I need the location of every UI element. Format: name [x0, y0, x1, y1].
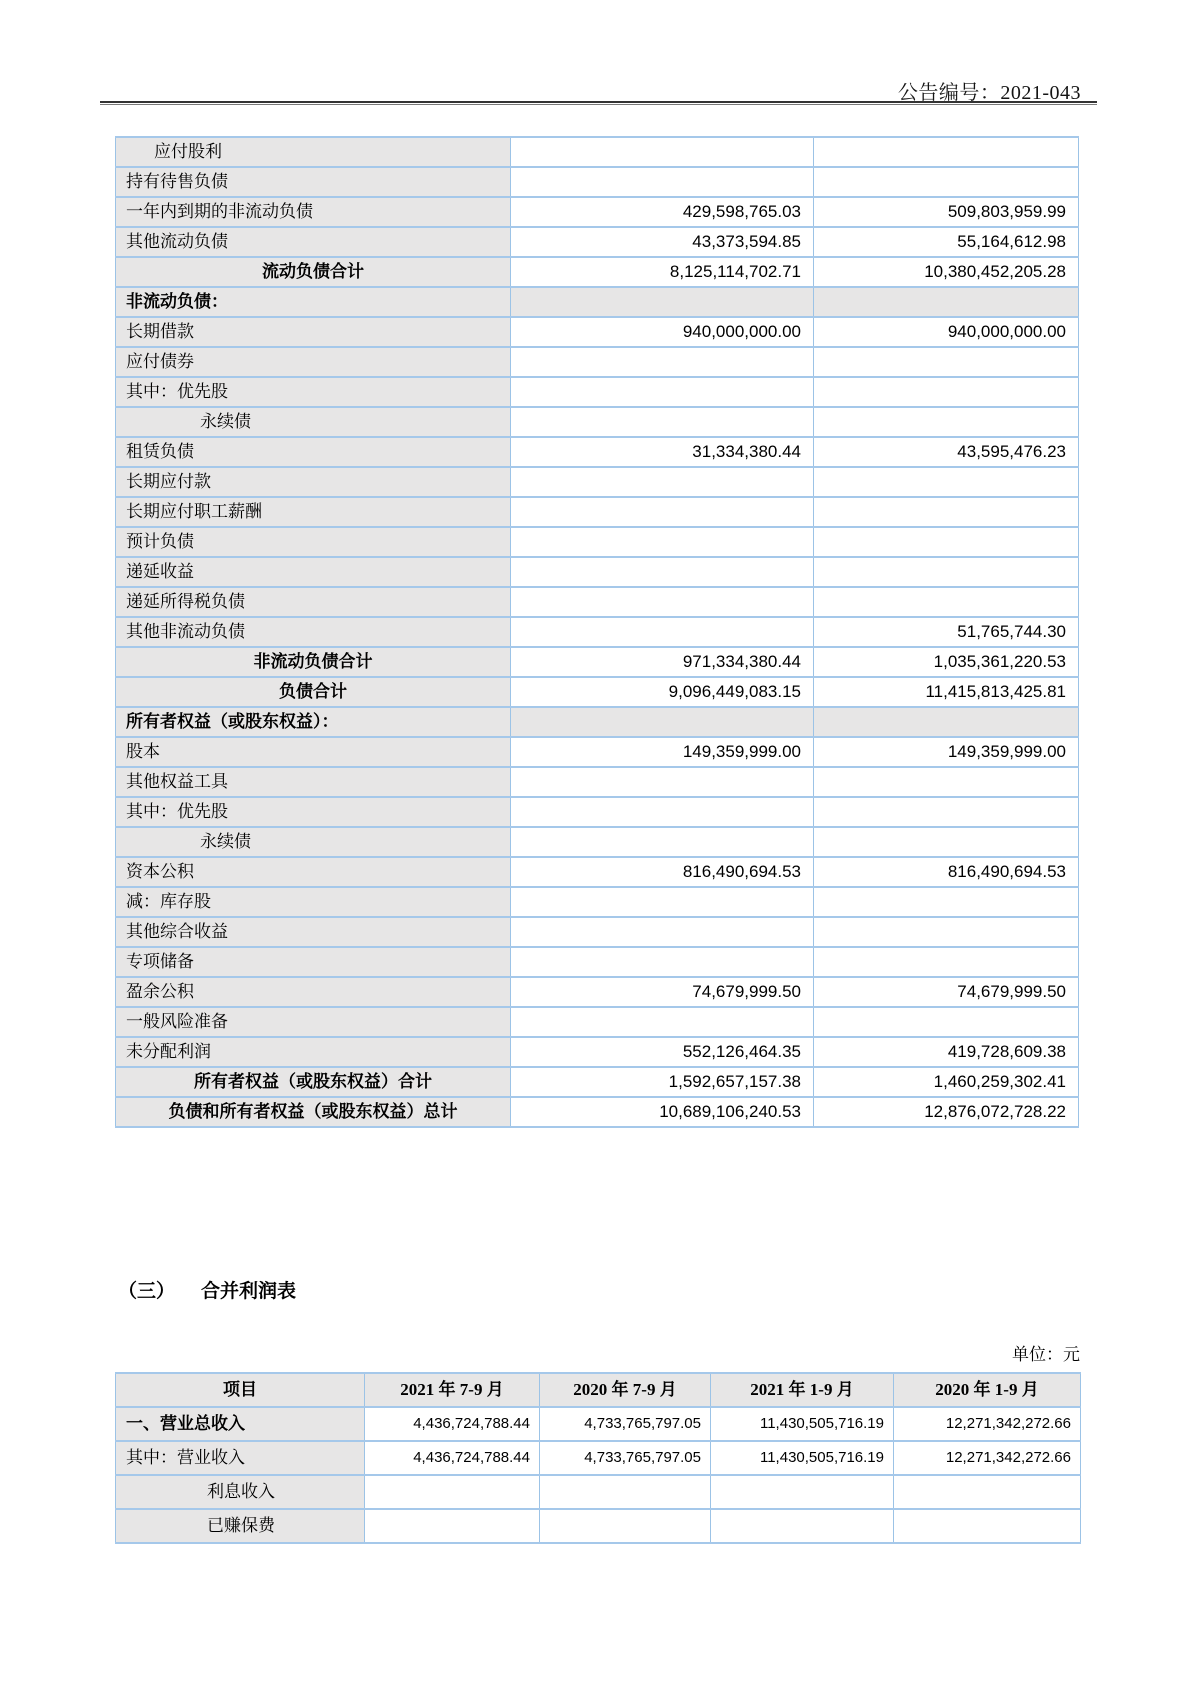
- row-label: 租赁负债: [116, 437, 511, 467]
- table-row: [116, 767, 1079, 797]
- row-label: 其他综合收益: [116, 917, 511, 947]
- row-value: 4,436,724,788.44: [365, 1407, 540, 1441]
- table-row: [116, 587, 1079, 617]
- row-label: 专项储备: [116, 947, 511, 977]
- row-value-current: 74,679,999.50: [511, 977, 814, 1007]
- row-value: [365, 1509, 540, 1543]
- row-label: 减：库存股: [116, 887, 511, 917]
- row-value-previous: 43,595,476.23: [814, 437, 1079, 467]
- row-value: 4,733,765,797.05: [540, 1441, 711, 1475]
- table-row: [116, 1441, 1081, 1475]
- row-label: 其中：优先股: [116, 797, 511, 827]
- row-label: 应付债券: [116, 347, 511, 377]
- table-row: [116, 737, 1079, 767]
- row-label: 递延收益: [116, 557, 511, 587]
- row-value-previous: [814, 587, 1079, 617]
- table-section-row: [116, 707, 1079, 737]
- row-value-current: [511, 287, 814, 317]
- row-label: 永续债: [116, 827, 511, 857]
- column-header: 项目: [116, 1373, 365, 1407]
- row-value-previous: [814, 797, 1079, 827]
- row-value: 4,436,724,788.44: [365, 1441, 540, 1475]
- table-row: [116, 437, 1079, 467]
- table-row: [116, 527, 1079, 557]
- section-title: 合并利润表: [201, 1281, 297, 1302]
- row-value-current: [511, 377, 814, 407]
- row-value-previous: [814, 827, 1079, 857]
- row-value-current: [511, 827, 814, 857]
- section-heading: [118, 1276, 296, 1303]
- row-value-current: [511, 557, 814, 587]
- row-value-previous: [814, 347, 1079, 377]
- table-row: [116, 617, 1079, 647]
- row-label: 所有者权益（或股东权益）：: [116, 707, 511, 737]
- table-row: [116, 1037, 1079, 1067]
- row-label: 一般风险准备: [116, 1007, 511, 1037]
- table-row: [116, 1007, 1079, 1037]
- row-value-previous: [814, 287, 1079, 317]
- row-value-current: [511, 707, 814, 737]
- column-header: 2021 年 7-9 月: [365, 1373, 540, 1407]
- table-row: [116, 167, 1079, 197]
- table-row: [116, 1097, 1079, 1127]
- row-value-current: 31,334,380.44: [511, 437, 814, 467]
- header-rule: [100, 101, 1097, 105]
- row-value-previous: 11,415,813,425.81: [814, 677, 1079, 707]
- row-label: 应付股利: [116, 137, 511, 167]
- row-value-previous: 55,164,612.98: [814, 227, 1079, 257]
- row-value-current: [511, 137, 814, 167]
- table-row: [116, 347, 1079, 377]
- table-row: [116, 257, 1079, 287]
- row-label: 一年内到期的非流动负债: [116, 197, 511, 227]
- row-value-current: [511, 887, 814, 917]
- table-row: [116, 1509, 1081, 1543]
- table-row: [116, 1067, 1079, 1097]
- row-value: [711, 1475, 894, 1509]
- row-value-previous: [814, 557, 1079, 587]
- row-value-current: [511, 497, 814, 527]
- row-label: 递延所得税负债: [116, 587, 511, 617]
- row-label: 其他权益工具: [116, 767, 511, 797]
- row-value-current: 43,373,594.85: [511, 227, 814, 257]
- header-row: [116, 1373, 1081, 1407]
- table-row: [116, 1407, 1081, 1441]
- row-label: 盈余公积: [116, 977, 511, 1007]
- column-header: 2021 年 1-9 月: [711, 1373, 894, 1407]
- row-value-current: [511, 347, 814, 377]
- row-value: 12,271,342,272.66: [894, 1407, 1081, 1441]
- row-value-current: [511, 407, 814, 437]
- table-row: [116, 647, 1079, 677]
- row-label: 其他非流动负债: [116, 617, 511, 647]
- row-value-previous: [814, 467, 1079, 497]
- column-header: 2020 年 7-9 月: [540, 1373, 711, 1407]
- table-section-row: [116, 287, 1079, 317]
- row-value-previous: 74,679,999.50: [814, 977, 1079, 1007]
- row-value-current: [511, 767, 814, 797]
- table-row: [116, 377, 1079, 407]
- row-value-previous: [814, 137, 1079, 167]
- row-value-current: [511, 167, 814, 197]
- row-value-previous: 816,490,694.53: [814, 857, 1079, 887]
- row-value-previous: 1,035,361,220.53: [814, 647, 1079, 677]
- row-value-current: 816,490,694.53: [511, 857, 814, 887]
- column-header: 2020 年 1-9 月: [894, 1373, 1081, 1407]
- row-value-previous: [814, 167, 1079, 197]
- row-value-current: 971,334,380.44: [511, 647, 814, 677]
- row-label: 非流动负债合计: [116, 647, 511, 677]
- row-label: 未分配利润: [116, 1037, 511, 1067]
- row-value-previous: 1,460,259,302.41: [814, 1067, 1079, 1097]
- row-label: 负债合计: [116, 677, 511, 707]
- row-value: [365, 1475, 540, 1509]
- table-row: [116, 857, 1079, 887]
- row-value-previous: [814, 407, 1079, 437]
- row-value-current: [511, 917, 814, 947]
- row-value-previous: [814, 887, 1079, 917]
- row-label: 利息收入: [116, 1475, 365, 1509]
- row-value-current: [511, 947, 814, 977]
- section-number: （三）: [118, 1281, 176, 1302]
- row-value-current: 8,125,114,702.71: [511, 257, 814, 287]
- row-value-previous: [814, 527, 1079, 557]
- table-row: [116, 677, 1079, 707]
- row-value-previous: [814, 707, 1079, 737]
- row-value-previous: 940,000,000.00: [814, 317, 1079, 347]
- row-value-previous: [814, 1007, 1079, 1037]
- row-label: 其中：优先股: [116, 377, 511, 407]
- row-label: 已赚保费: [116, 1509, 365, 1543]
- row-value-current: [511, 617, 814, 647]
- table-row: [116, 977, 1079, 1007]
- table-row: [116, 887, 1079, 917]
- row-value-current: [511, 587, 814, 617]
- row-value-previous: [814, 497, 1079, 527]
- row-label: 非流动负债：: [116, 287, 511, 317]
- row-label: 负债和所有者权益（或股东权益）总计: [116, 1097, 511, 1127]
- row-value-previous: 419,728,609.38: [814, 1037, 1079, 1067]
- row-value-current: 940,000,000.00: [511, 317, 814, 347]
- row-label: 其他流动负债: [116, 227, 511, 257]
- row-value: 4,733,765,797.05: [540, 1407, 711, 1441]
- row-value-current: 10,689,106,240.53: [511, 1097, 814, 1127]
- table-row: [116, 797, 1079, 827]
- row-value-current: [511, 797, 814, 827]
- table-row: [116, 827, 1079, 857]
- row-value-current: 149,359,999.00: [511, 737, 814, 767]
- row-value-previous: [814, 947, 1079, 977]
- row-label: 流动负债合计: [116, 257, 511, 287]
- table-row: [116, 407, 1079, 437]
- row-value-current: [511, 467, 814, 497]
- row-label: 永续债: [116, 407, 511, 437]
- row-value-current: 1,592,657,157.38: [511, 1067, 814, 1097]
- row-value-previous: [814, 377, 1079, 407]
- row-value: [894, 1475, 1081, 1509]
- row-value-current: 9,096,449,083.15: [511, 677, 814, 707]
- row-value-current: [511, 1007, 814, 1037]
- table-row: [116, 917, 1079, 947]
- table-row: [116, 557, 1079, 587]
- row-label: 持有待售负债: [116, 167, 511, 197]
- income-statement-table: [115, 1372, 1081, 1544]
- row-value-previous: [814, 917, 1079, 947]
- row-value: 12,271,342,272.66: [894, 1441, 1081, 1475]
- table-row: [116, 137, 1079, 167]
- unit-note: 单位：元: [1012, 1345, 1080, 1364]
- row-value: 11,430,505,716.19: [711, 1407, 894, 1441]
- row-value: 11,430,505,716.19: [711, 1441, 894, 1475]
- table-row: [116, 227, 1079, 257]
- table-row: [116, 317, 1079, 347]
- row-value-current: 429,598,765.03: [511, 197, 814, 227]
- row-value-previous: 12,876,072,728.22: [814, 1097, 1079, 1127]
- row-value: [540, 1475, 711, 1509]
- row-value-previous: 509,803,959.99: [814, 197, 1079, 227]
- table-row: [116, 497, 1079, 527]
- table-row: [116, 467, 1079, 497]
- row-value-previous: 149,359,999.00: [814, 737, 1079, 767]
- row-label: 一、营业总收入: [116, 1407, 365, 1441]
- row-value-current: [511, 527, 814, 557]
- table-row: [116, 197, 1079, 227]
- row-value-previous: 51,765,744.30: [814, 617, 1079, 647]
- row-label: 所有者权益（或股东权益）合计: [116, 1067, 511, 1097]
- row-label: 长期借款: [116, 317, 511, 347]
- row-value-current: 552,126,464.35: [511, 1037, 814, 1067]
- row-value: [711, 1509, 894, 1543]
- balance-sheet-table: [115, 136, 1079, 1128]
- notice-number: 公告编号：2021-043: [897, 82, 1081, 104]
- row-label: 长期应付款: [116, 467, 511, 497]
- row-label: 长期应付职工薪酬: [116, 497, 511, 527]
- table-row: [116, 947, 1079, 977]
- row-value: [894, 1509, 1081, 1543]
- row-label: 股本: [116, 737, 511, 767]
- row-value-previous: 10,380,452,205.28: [814, 257, 1079, 287]
- row-label: 资本公积: [116, 857, 511, 887]
- row-value-previous: [814, 767, 1079, 797]
- row-label: 其中：营业收入: [116, 1441, 365, 1475]
- table-row: [116, 1475, 1081, 1509]
- row-label: 预计负债: [116, 527, 511, 557]
- row-value: [540, 1509, 711, 1543]
